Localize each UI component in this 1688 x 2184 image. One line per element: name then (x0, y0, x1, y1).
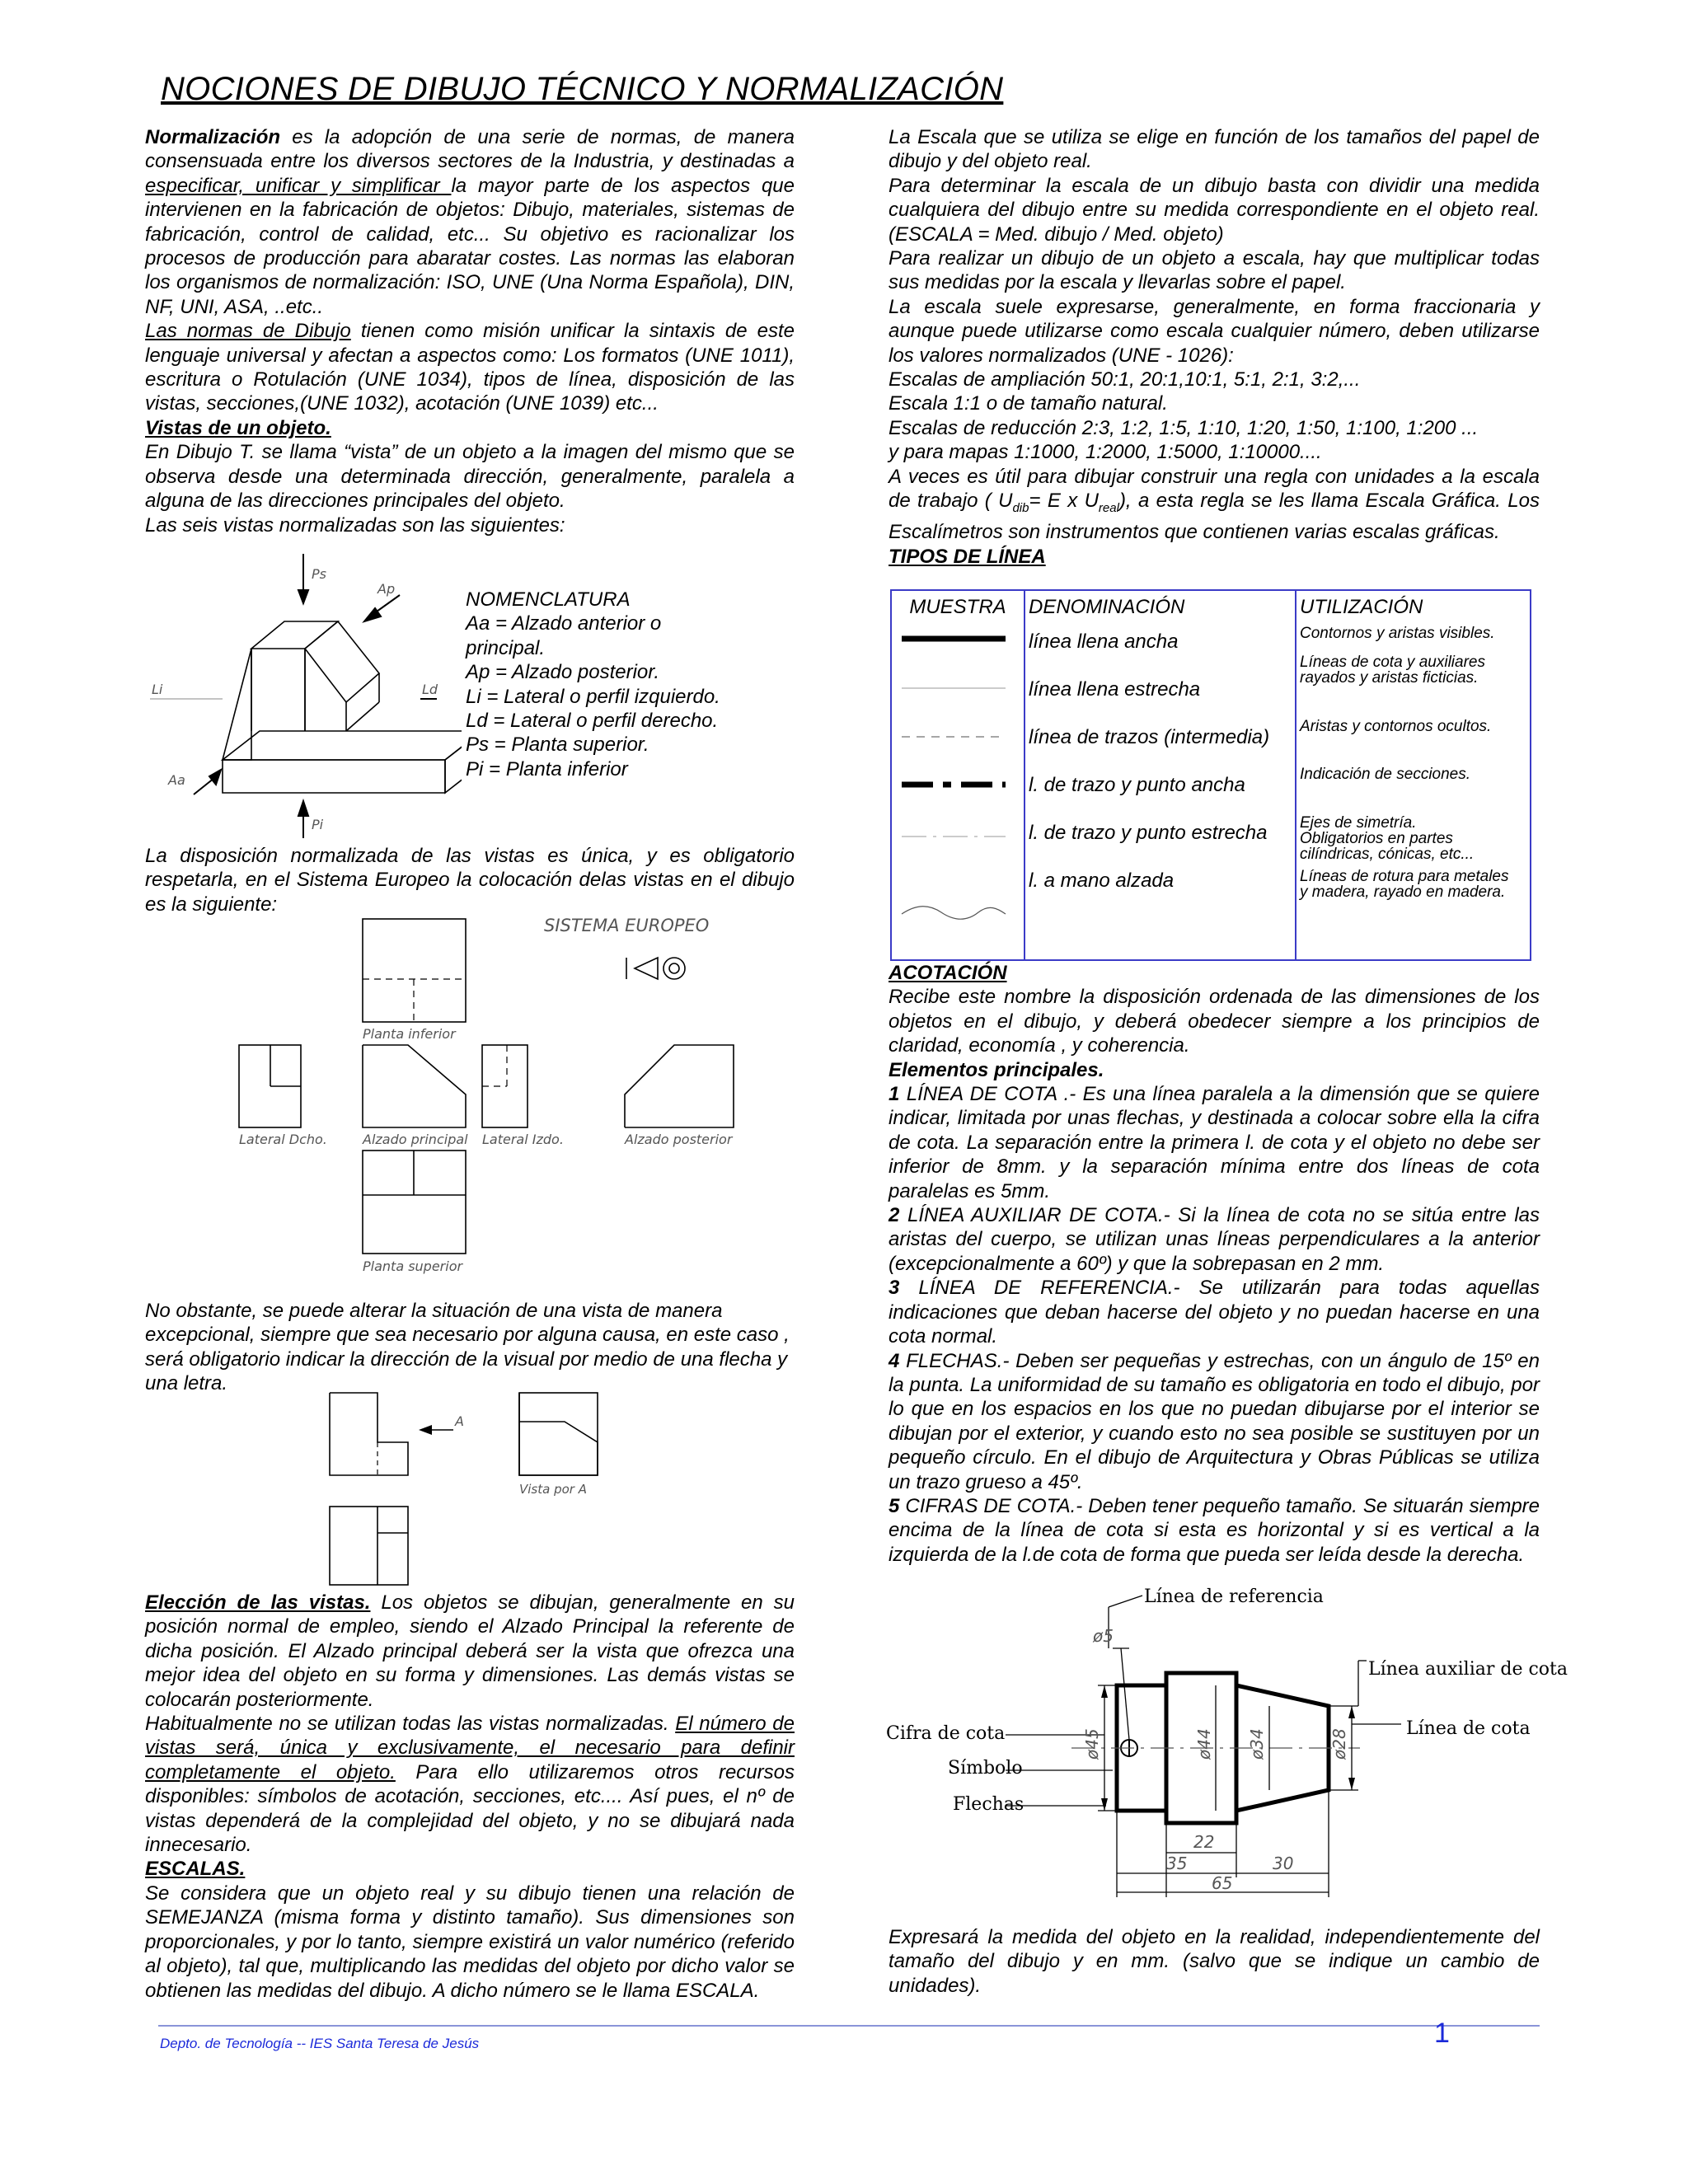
r-p9-sub2: real (1098, 500, 1119, 515)
th-muestra: MUESTRA (891, 590, 1025, 624)
e2-text: LÍNEA AUXILIAR DE COTA.- Si la línea de cota no se sitúa entre las aristas del cuerpo, se utilizan unas líneas perpendiculares a la anterior (excepcionalmente a 60º) y que la sobrepasan en 2 mm. (889, 1204, 1540, 1275)
th-denominacion: DENOMINACIÓN (1025, 590, 1296, 624)
tipos-heading: TIPOS DE LÍNEA (889, 545, 1046, 568)
vista-por-a-label: Vista por A (519, 1482, 587, 1497)
alzado-principal-label: Alzado principal (363, 1132, 468, 1147)
acotacion-figure (882, 1582, 1607, 1912)
seis-vistas: Las seis vistas normalizadas son las siguientes: (145, 513, 565, 537)
label-ps: Ps (312, 566, 326, 582)
r-p9c: ), a esta regla se les llama Escala Gráfica. Los Escalímetros son instrumentos que contienen varias escalas gráficas. (889, 490, 1540, 544)
habit-text2: Para ello utilizaremos otros recursos disponibles: símbolos de acotación, secciones, etc.... Así pues, el nº de vistas dependerá de la complejidad del objeto, y no se dibujará nada innecesario. (145, 1760, 795, 1857)
r-p9b: = E x U (1029, 490, 1099, 513)
planta-superior-label: Planta superior (363, 1258, 463, 1274)
ref-label: Línea de referencia (1144, 1586, 1324, 1607)
right-column-acotacion (889, 961, 1540, 1567)
l65-label: 65 (1212, 1873, 1233, 1893)
row6-use: Líneas de rotura para metales y madera, rayado en madera. (1300, 868, 1509, 901)
l35-label: 35 (1166, 1854, 1188, 1873)
l22-label: 22 (1193, 1832, 1215, 1852)
r-p9 (889, 465, 1540, 545)
th-utilizacion: UTILIZACIÓN (1300, 596, 1423, 618)
r-p9a: A veces es útil para dibujar construir una regla con unidades a la escala de trabajo ( U (889, 465, 1540, 513)
planta-inferior-label: Planta inferior (363, 1026, 456, 1042)
d5-label: ø5 (1093, 1626, 1114, 1646)
norm-strong: Normalización (145, 126, 281, 148)
r-p1: La Escala que se utiliza se elige en función de los tamaños del papel de dibujo y del objeto real. (889, 126, 1540, 173)
e4-text: FLECHAS.- Deben ser pequeñas y estrechas, con un ángulo de 15º en la punta. La uniformidad de su tamaño es obligatoria en todo el dibujo, por lo que en los espacios en los que no puedan dibujarse por el interior se dibujan por el exterior, y cuando esto no sea posible se sustituyen por un pequeño círculo. En el dibujo de Arquitectura y Obras Públicas se utiliza un trazo grueso a 45º. (889, 1349, 1540, 1493)
sistema-label: SISTEMA EUROPEO (544, 916, 710, 935)
d34-label: ø34 (1247, 1728, 1267, 1760)
nom-l4: Li = Lateral o perfil izquierdo. (466, 685, 720, 708)
row1-use: Contornos y aristas visibles. (1300, 625, 1495, 642)
nom-l6: Ps = Planta superior. (466, 733, 649, 757)
aux-label: Línea auxiliar de cota (1368, 1659, 1568, 1680)
nom-l3: Ap = Alzado posterior. (466, 661, 660, 684)
r-p7: Escalas de reducción 2:3, 1:2, 1:5, 1:10, 1:20, 1:50, 1:100, 1:200 ... (889, 416, 1479, 439)
row1-name: línea llena ancha (1029, 630, 1179, 653)
line-samples (892, 624, 1024, 954)
right-column-final (889, 1925, 1540, 1998)
r-p5: Escalas de ampliación 50:1, 20:1,10:1, 5:1, 2:1, 3:2,... (889, 368, 1361, 391)
escalas-text: Se considera que un objeto real y su dibujo tienen una relación de SEMEJANZA (misma forma y distinto tamaño). Sus dimensiones son proporcionales, y por lo tanto, siempre existirá un valor numérico (referido al objeto), tal que, multiplicando las medidas del objeto por dicho valor se obtienen las medidas del dibujo. A dicho número se le llama ESCALA. (145, 1882, 795, 2002)
acot-text: Recibe este nombre la disposición ordenada de las dimensiones de los objetos en el dibujo, y deberá obedecer siempre a los principios de claridad, economía , y coherencia. (889, 986, 1540, 1057)
left-column-bottom (145, 1591, 795, 2003)
e3-text: LÍNEA DE REFERENCIA.- Se utilizarán para todas aquellas indicaciones que deban hacerse del objeto y no puedan hacerse en una cota normal. (889, 1277, 1540, 1348)
e3-num: 3 (889, 1277, 900, 1300)
flechas-label: Flechas (953, 1794, 1025, 1815)
label-ap: Ap (377, 581, 396, 597)
l30-label: 30 (1273, 1854, 1294, 1873)
lateral-dcho-label: Lateral Dcho. (239, 1132, 327, 1147)
escalas-heading: ESCALAS. (145, 1858, 246, 1881)
row5-use: Ejes de simetría. Obligatorios en partes cilíndricas, cónicas, etc... (1300, 814, 1475, 863)
nom-l5: Ld = Lateral o perfil derecho. (466, 710, 719, 733)
nom-l7: Pi = Planta inferior (466, 757, 628, 780)
cota-label: Línea de cota (1406, 1718, 1531, 1739)
e2-num: 2 (889, 1204, 900, 1227)
label-pi: Pi (312, 817, 324, 832)
norm-text2: la mayor parte de los aspectos que intervienen en la fabricación de objetos: Dibujo, materiales, sistemas de fabricación, control de calidad, etc... Su objetivo es racionalizar los procesos de producción para abaratar costes. Las normas las elaboran los organismos de normalización: ISO, UNE (Una Norma Española), DIN, NF, UNI, ASA, ..etc.. (145, 174, 795, 318)
vistas-text: En Dibujo T. se llama “vista” de un objeto a la imagen del mismo que se observa desde una determinada dirección, generalmente, paralela a alguna de las direcciones principales del objeto. (145, 441, 795, 513)
vista-por-a-figure (321, 1385, 602, 1586)
lateral-izdo-label: Lateral Izdo. (482, 1132, 564, 1147)
d44-label: ø44 (1194, 1728, 1214, 1760)
row2-use: Líneas de cota y auxiliares rayados y aristas ficticias. (1300, 654, 1485, 687)
elem-heading: Elementos principales. (889, 1058, 1104, 1081)
habit-u: El número de vistas será, única y exclusivamente, el necesario para definir completamente el objeto. (145, 1713, 795, 1783)
d45-label: ø45 (1082, 1728, 1102, 1760)
cifra-label: Cifra de cota (886, 1723, 1006, 1744)
d28-label: ø28 (1329, 1728, 1349, 1760)
page-number: 1 (1434, 2018, 1450, 2049)
left-column-top (145, 125, 795, 537)
vistas-heading: Vistas de un objeto. (145, 416, 331, 439)
no-obstante-block (145, 1299, 795, 1396)
row4-name: l. de trazo y punto ancha (1029, 774, 1245, 796)
r-p4: La escala suele expresarse, generalmente, en forma fraccionaria y aunque puede utilizarse como escala cualquier número, deben utilizarse los valores normalizados (UNE - 1026): (889, 295, 1540, 367)
alzado-posterior-label: Alzado posterior (625, 1132, 733, 1147)
label-li: Li (152, 682, 163, 697)
row3-name: línea de trazos (intermedia) (1029, 726, 1270, 748)
norm-text1: es la adopción de una serie de normas, de manera consensuada entre los diversos sectores de la Industria, y destinadas a (145, 126, 795, 173)
e5-num: 5 (889, 1494, 900, 1517)
acot-heading: ACOTACIÓN (889, 962, 1007, 984)
row5-name: l. de trazo y punto estrecha (1029, 822, 1268, 844)
nom-head: NOMENCLATURA (466, 588, 631, 611)
simbolo-label: Símbolo (948, 1758, 1023, 1779)
arrow-letter: A (455, 1413, 464, 1429)
eleccion-text: Los objetos se dibujan, generalmente en su posición normal de empleo, siendo el Alzado Principal la referente de dicha posición. El Alzado principal deberá ser la vista que ofrezca una mejor idea del objeto en su forma y dimensiones. Las demás vistas se colocarán posteriormente. (145, 1591, 795, 1711)
footer-rule (158, 2025, 1540, 2027)
dib-u: Las normas de Dibujo (145, 320, 351, 343)
e1-text: LÍNEA DE COTA .- Es una línea paralela a la dimensión que se quiere indicar, limitada por unas flechas, y destinada a colocar sobre ella la cifra de cota. La separación entre la primera l. de cota y el objeto no debe ser inferior de 8mm. y la separación mínima entre dos líneas de cota paralelas es 5mm. (889, 1083, 1540, 1202)
no-obstante-text: No obstante, se puede alterar la situación de una vista de manera excepcional, siempre que sea necesario por alguna causa, en este caso , será obligatorio indicar la dirección de la visual por medio de una flecha y una letra. (145, 1300, 790, 1395)
r-p8: y para mapas 1:1000, 1:2000, 1:5000, 1:10000.... (889, 441, 1322, 464)
e1-num: 1 (889, 1083, 900, 1106)
final-text: Expresará la medida del objeto en la realidad, independientemente del tamaño del dibujo y en mm. (salvo que se indique un cambio de unidades). (889, 1926, 1540, 1997)
line-types-table (890, 589, 1531, 961)
e5-text: CIFRAS DE COTA.- Deben tener pequeño tamaño. Se situarán siempre encima de la línea de cota si esta es horizontal y si es vertical a la izquierda de la l.de cota de forma que pueda ser leída desde la derecha. (889, 1494, 1540, 1566)
disposicion-block (145, 844, 795, 916)
footer-dept: Depto. de Tecnología -- IES Santa Teresa de Jesús (160, 2036, 480, 2051)
label-ld: Ld (422, 682, 438, 697)
nom-l1: Aa = Alzado anterior o (466, 612, 662, 635)
r-p9-sub1: dib (1012, 500, 1029, 515)
r-p2: Para determinar la escala de un dibujo basta con dividir una medida cualquiera del dibujo entre su medida correspondiente en el objeto real. (ESCALA = Med. dibujo / Med. objeto) (889, 174, 1540, 246)
row2-name: línea llena estrecha (1029, 678, 1201, 701)
page-title: NOCIONES DE DIBUJO TÉCNICO Y NORMALIZACIÓN (161, 71, 1004, 107)
nom-l2: principal. (466, 636, 546, 659)
row3-use: Aristas y contornos ocultos. (1300, 718, 1492, 735)
habit-text1: Habitualmente no se utilizan todas las vistas normalizadas. (145, 1713, 676, 1736)
european-views (231, 907, 758, 1277)
disposicion-text: La disposición normalizada de las vistas es única, y es obligatorio respetarla, en el Sistema Europeo la colocación delas vistas en el dibujo es la siguiente: (145, 845, 795, 916)
e4-num: 4 (889, 1349, 900, 1372)
isometric-figure (140, 554, 462, 838)
r-p6: Escala 1:1 o de tamaño natural. (889, 392, 1168, 415)
r-p3: Para realizar un dibujo de un objeto a escala, hay que multiplicar todas sus medidas por la escala y llevarlas sobre el papel. (889, 247, 1540, 294)
nomenclatura (466, 588, 720, 781)
dib-text: tienen como misión unificar la sintaxis de este lenguaje universal y afectan a aspectos como: Los formatos (UNE 1011), escritura o Rotulación (UNE 1034), tipos de línea, disposición de las vistas, secciones,(UNE 1032), acotación (UNE 1039) etc... (145, 320, 795, 415)
row6-name: l. a mano alzada (1029, 869, 1175, 892)
row4-use: Indicación de secciones. (1300, 766, 1471, 783)
eleccion-heading: Elección de las vistas. (145, 1591, 371, 1614)
norm-link: especificar, unificar y simplificar (145, 174, 452, 197)
label-aa: Aa (168, 772, 185, 788)
right-column-top (889, 125, 1540, 569)
